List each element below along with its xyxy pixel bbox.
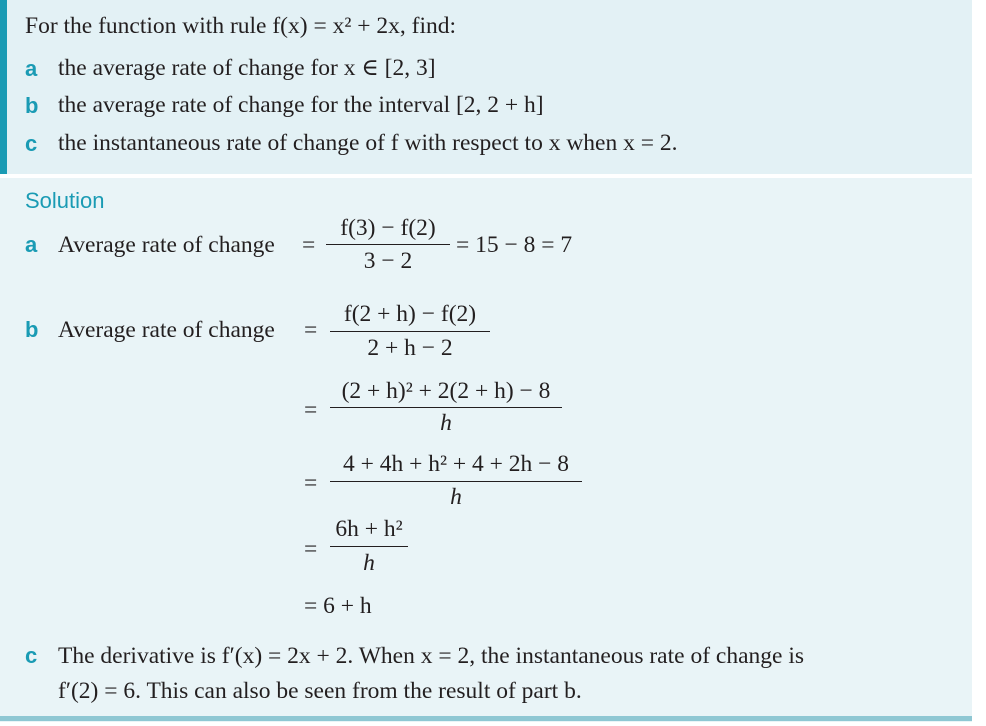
- solution-b-fraction-3: [330, 450, 582, 512]
- solution-b-equals-3: =: [304, 470, 318, 496]
- solution-c-label: c: [25, 643, 38, 668]
- fraction-numerator: (2 + h)² + 2(2 + h) − 8: [341, 378, 551, 404]
- solution-heading: Solution: [25, 188, 105, 213]
- fraction-numerator: f(3) − f(2): [340, 215, 436, 241]
- fraction-bar: [330, 331, 490, 332]
- solution-b-equals-2: =: [304, 397, 318, 423]
- fraction-denominator: h: [440, 410, 452, 436]
- solution-a-result: = 15 − 8 = 7: [456, 232, 573, 258]
- part-a-label: a: [25, 56, 38, 81]
- fraction-denominator: 2 + h − 2: [367, 335, 453, 361]
- solution-b-fraction-2: [330, 377, 562, 439]
- solution-a-label: a: [25, 232, 38, 257]
- fraction-numerator: 4 + 4h + h² + 4 + 2h − 8: [342, 451, 570, 477]
- solution-a-fraction: [326, 214, 450, 274]
- solution-a-text: Average rate of change: [58, 232, 275, 258]
- solution-a-equals: =: [302, 232, 316, 258]
- question-intro: For the function with rule f(x) = x² + 2x, find:: [25, 13, 457, 39]
- fraction-bar: [330, 546, 408, 547]
- solution-b-label: b: [25, 317, 39, 342]
- solution-c-line1: The derivative is f′(x) = 2x + 2. When x = 2, the instantaneous rate of change is: [58, 643, 804, 669]
- fraction-denominator: h: [363, 550, 375, 576]
- section-divider: [0, 174, 972, 178]
- part-b-text: the average rate of change for the interval [2, 2 + h]: [58, 92, 544, 118]
- part-c-label: c: [25, 131, 38, 156]
- bottom-rule: [0, 716, 972, 721]
- part-b-label: b: [25, 93, 39, 118]
- fraction-numerator: f(2 + h) − f(2): [343, 301, 477, 327]
- part-a-text: the average rate of change for x ∈ [2, 3]: [58, 55, 436, 81]
- part-c-text: the instantaneous rate of change of f with respect to x when x = 2.: [58, 130, 678, 156]
- fraction-numerator: 6h + h²: [335, 516, 403, 542]
- solution-b-equals-4: =: [304, 536, 318, 562]
- solution-b-fraction-1: [330, 300, 490, 362]
- fraction-bar: [326, 244, 450, 245]
- solution-b-fraction-4: [330, 515, 408, 577]
- solution-b-equals-1: =: [304, 317, 318, 343]
- fraction-denominator: h: [450, 484, 462, 510]
- solution-c-line2: f′(2) = 6. This can also be seen from the result of part b.: [58, 678, 582, 704]
- solution-b-final: = 6 + h: [304, 593, 372, 619]
- solution-b-text: Average rate of change: [58, 317, 275, 343]
- fraction-denominator: 3 − 2: [363, 248, 413, 274]
